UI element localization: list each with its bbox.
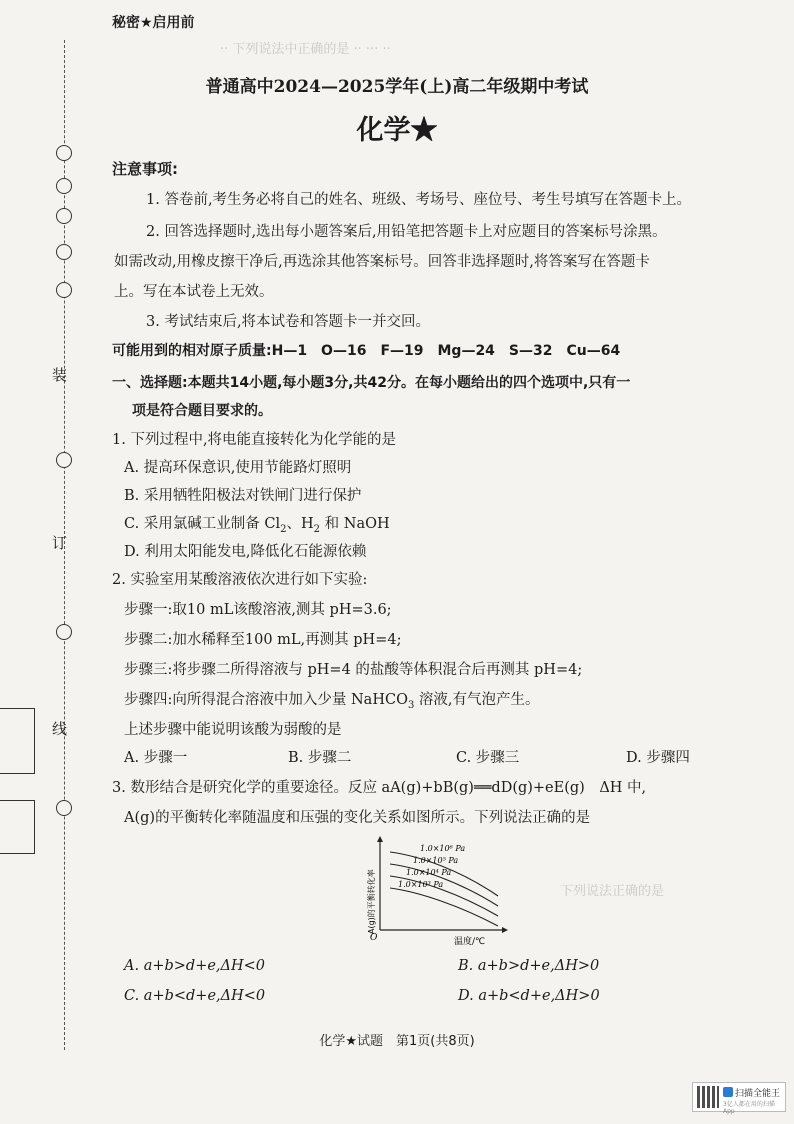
q3-option-c: C. a+b<d+e,ΔH<0 <box>124 988 266 1004</box>
notes-heading: 注意事项: <box>112 160 178 178</box>
binding-label-zhuang: 装 <box>52 366 68 384</box>
q2-option-c: C. 步骤三 <box>456 750 520 766</box>
atomic-masses: 可能用到的相对原子质量:H—1 O—16 F—19 Mg—24 S—32 Cu—64 <box>112 343 621 359</box>
binding-hole <box>56 624 72 640</box>
q3-option-b: B. a+b>d+e,ΔH>0 <box>458 958 600 974</box>
q2-ask: 上述步骤中能说明该酸为弱酸的是 <box>124 722 342 738</box>
q2-option-b: B. 步骤二 <box>288 750 352 766</box>
qr-code-icon <box>697 1086 719 1108</box>
q3-chart <box>350 834 510 946</box>
binding-hole <box>56 145 72 161</box>
note-2: 2. 回答选择题时,选出每小题答案后,用铅笔把答题卡上对应题目的答案标号涂黑。 <box>146 224 667 240</box>
q2-step-1: 步骤一:取10 mL该酸溶液,测其 pH=3.6; <box>124 602 392 618</box>
q2-option-d: D. 步骤四 <box>626 750 690 766</box>
binding-hole <box>56 452 72 468</box>
scanner-watermark <box>692 1082 786 1115</box>
q1-option-b: B. 采用牺牲阳极法对铁闸门进行保护 <box>124 488 362 504</box>
q3-stem: 3. 数形结合是研究化学的重要途径。反应 aA(g)+bB(g)══dD(g)+eE(g) ΔH 中, <box>112 780 647 796</box>
scanner-name: 扫描全能王 <box>735 1089 781 1099</box>
q1-stem: 1. 下列过程中,将电能直接转化为化学能的是 <box>112 432 397 448</box>
q3-stem-cont: A(g)的平衡转化率随温度和压强的变化关系如图所示。下列说法正确的是 <box>124 810 591 826</box>
y-axis-arrow <box>377 836 383 842</box>
q1-option-c: C. 采用氯碱工业制备 $Cl_2$、$H_2$ 和 NaOH <box>124 516 390 535</box>
binding-hole <box>56 800 72 816</box>
q3-option-a: A. a+b>d+e,ΔH<0 <box>124 958 266 974</box>
series-label-1: 1.0×10⁶ Pa <box>420 844 466 853</box>
x-axis-arrow <box>502 927 508 933</box>
binding-label-xian: 线 <box>52 720 68 738</box>
note-3: 3. 考试结束后,将本试卷和答题卡一并交回。 <box>146 314 431 330</box>
series-label-4: 1.0×10³ Pa <box>398 880 444 889</box>
scanner-subtitle: 3亿人都在用的扫描App <box>723 1101 775 1115</box>
note-2-cont: 如需改动,用橡皮擦干净后,再选涂其他答案标号。回答非选择题时,将答案写在答题卡 <box>114 254 650 270</box>
q2-option-a: A. 步骤一 <box>124 750 188 766</box>
binding-hole <box>56 178 72 194</box>
x-axis-label: 温度/℃ <box>454 937 486 946</box>
binding-label-ding: 订 <box>52 534 68 552</box>
binding-hole <box>56 244 72 260</box>
binding-hole <box>56 282 72 298</box>
section-1-heading: 一、选择题:本题共14小题,每小题3分,共42分。在每小题给出的四个选项中,只有一 <box>112 375 631 391</box>
margin-box <box>0 708 35 774</box>
series-label-3: 1.0×10⁴ Pa <box>406 868 452 877</box>
q2-step-3: 步骤三:将步骤二所得溶液与 pH=4 的盐酸等体积混合后再测其 pH=4; <box>124 662 583 678</box>
series-label-2: 1.0×10⁵ Pa <box>413 856 459 865</box>
y-axis-label: A(g)的平衡转化率 <box>367 869 376 934</box>
q2-step-4: 步骤四:向所得混合溶液中加入少量 NaHCO$_3$ 溶液,有气泡产生。 <box>124 692 540 711</box>
margin-box <box>0 800 35 854</box>
note-1: 1. 答卷前,考生务必将自己的姓名、班级、考场号、座位号、考生号填写在答题卡上。 <box>146 192 692 208</box>
section-1-heading-cont: 项是符合题目要求的。 <box>132 403 272 419</box>
q1-option-d: D. 利用太阳能发电,降低化石能源依赖 <box>124 544 367 560</box>
binding-hole <box>56 208 72 224</box>
exam-title: 普通高中2024—2025学年(上)高二年级期中考试 <box>205 77 589 97</box>
page-footer: 化学★试题 第1页(共8页) <box>319 1034 475 1049</box>
q3-option-d: D. a+b<d+e,ΔH>0 <box>458 988 600 1004</box>
camscanner-logo-icon <box>723 1087 733 1097</box>
note-2-cont2: 上。写在本试卷上无效。 <box>114 284 274 300</box>
origin-label: O <box>370 933 378 943</box>
q2-step-2: 步骤二:加水稀释至100 mL,再测其 pH=4; <box>124 632 402 648</box>
q2-stem: 2. 实验室用某酸溶液依次进行如下实验: <box>112 572 368 588</box>
secret-label: 秘密★启用前 <box>112 15 195 31</box>
q1-option-a: A. 提高环保意识,使用节能路灯照明 <box>124 460 352 476</box>
subject-title: 化学★ <box>356 115 438 146</box>
